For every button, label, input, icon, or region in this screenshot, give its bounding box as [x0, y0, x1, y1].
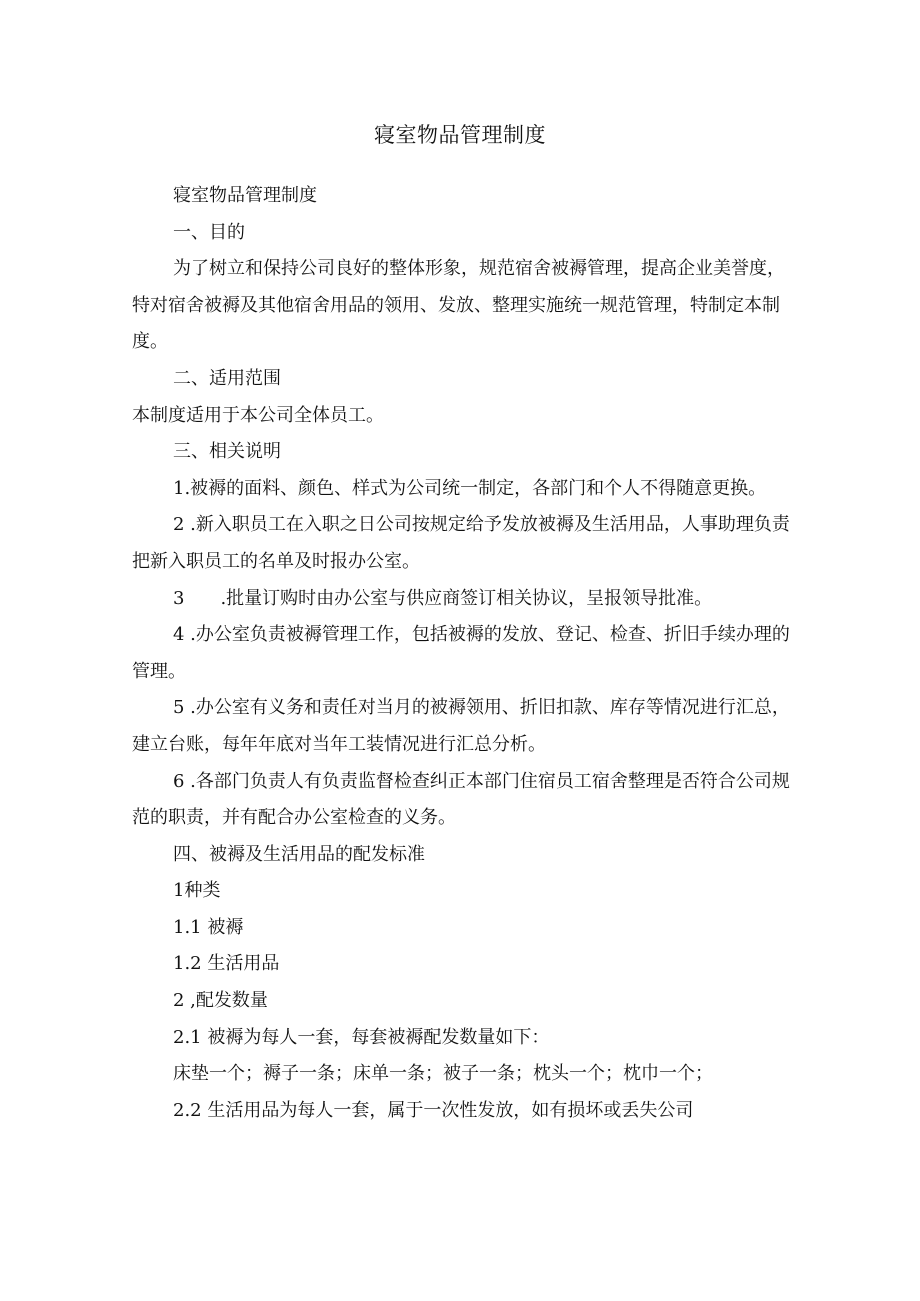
note-item-3: 3 .批量订购时由办公室与供应商签订相关协议，呈报领导批准。	[173, 587, 713, 609]
note-item-1: 1.被褥的面料、颜色、样式为公司统一制定，各部门和个人不得随意更换。	[173, 477, 767, 499]
paragraph-heading-repeat: 寝室物品管理制度	[173, 185, 317, 206]
quantity-daily-supplies: 2.2 生活用品为每人一套，属于一次性发放，如有损坏或丢失公司	[173, 1099, 694, 1121]
category-bedding: 1.1 被褥	[173, 916, 244, 938]
paragraph-scope: 本制度适用于本公司全体员工。	[132, 404, 384, 426]
paragraph-purpose: 为了树立和保持公司良好的整体形象，规范宿舍被褥管理，提高企业美誉度，特对宿舍被褥及其他宿舍用品的领用、发放、整理实施统一规范管理，特制定本制度。	[132, 258, 785, 353]
quantity-bedding: 2.1 被褥为每人一套，每套被褥配发数量如下：	[173, 1026, 550, 1048]
subheading-quantity: 2 ,配发数量	[173, 990, 268, 1012]
section-heading-scope: 二、适用范围	[173, 367, 281, 389]
section-heading-purpose: 一、目的	[173, 221, 245, 243]
bedding-item-list: 床垫一个；褥子一条；床单一条；被子一条；枕头一个；枕巾一个；	[173, 1063, 713, 1085]
document-title: 寝室物品管理制度	[374, 123, 546, 147]
note-item-2: 2 .新入职员工在入职之日公司按规定给予发放被褥及生活用品，人事助理负责把新入职员工的名单及时报办公室。	[132, 514, 790, 572]
note-item-4: 4 .办公室负责被褥管理工作，包括被褥的发放、登记、检查、折旧手续办理的管理。	[132, 624, 790, 682]
category-daily-supplies: 1.2 生活用品	[173, 953, 280, 975]
section-heading-notes: 三、相关说明	[173, 441, 281, 463]
subheading-categories: 1种类	[173, 880, 221, 902]
document-body	[132, 178, 792, 1129]
note-item-5: 5 .办公室有义务和责任对当月的被褥领用、折旧扣款、库存等情况进行汇总，建立台账，每年年底对当年工装情况进行汇总分析。	[132, 697, 790, 755]
note-item-6: 6 .各部门负责人有负责监督检查纠正本部门住宿员工宿舍整理是否符合公司规范的职责，并有配合办公室检查的义务。	[132, 770, 790, 829]
section-heading-standards: 四、被褥及生活用品的配发标准	[173, 843, 425, 865]
